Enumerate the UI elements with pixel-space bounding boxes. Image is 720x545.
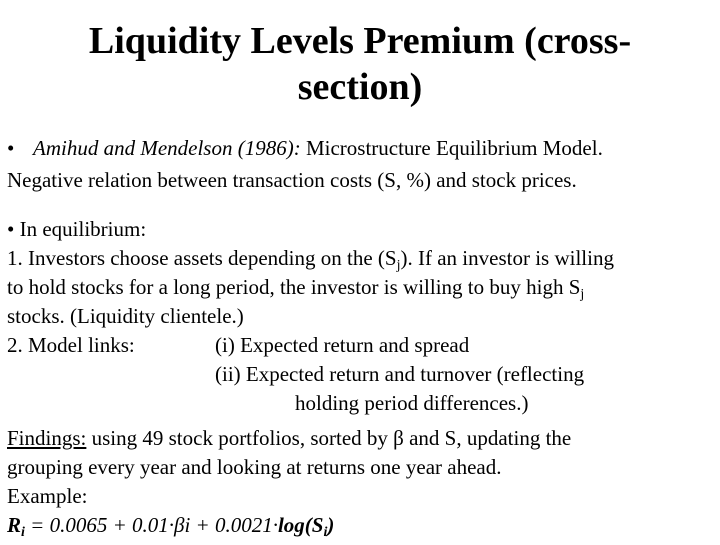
item1-line3: stocks. (Liquidity clientele.) [7, 304, 244, 328]
item1-text-b: to hold stocks for a long period, the investor is willing to buy high S [7, 275, 581, 299]
item1-line2 [7, 275, 584, 307]
findings-line2: grouping every year and looking at returns one year ahead. [7, 455, 502, 479]
item1-text-a-end: ). If an investor is willing [400, 246, 614, 270]
model-link-2: (ii) Expected return and turnover (reflecting [215, 362, 585, 386]
model-name: Microstructure Equilibrium Model. [300, 136, 603, 160]
formula-body: = 0.0065 + 0.01·βi + 0.0021· [24, 513, 278, 537]
regression-formula [7, 513, 334, 545]
item2-label: 2. Model links: [7, 333, 135, 357]
title-line-2: section) [297, 66, 423, 108]
formula-R-sub: i [21, 525, 25, 540]
item1-sub-j: j [396, 258, 401, 273]
citation: Amihud and Mendelson (1986): [33, 136, 301, 160]
findings-line1 [7, 426, 571, 450]
formula-R: R [7, 513, 22, 537]
formula-log: log(S [277, 513, 324, 537]
title-line-1: Liquidity Levels Premium (cross- [88, 20, 632, 62]
formula-log-sub: i [323, 525, 328, 540]
item1-line1 [7, 246, 614, 278]
bullet1-line1 [7, 136, 603, 160]
formula-close: ) [327, 513, 335, 537]
item2-line1 [7, 333, 713, 357]
example-label: Example: [7, 484, 88, 508]
bullet1-line2: Negative relation between transaction costs (S, %) and stock prices. [7, 168, 577, 192]
model-link-1: (i) Expected return and spread [215, 333, 470, 357]
findings-text-1: using 49 stock portfolios, sorted by β and S, updating the [86, 426, 572, 450]
item1-sub-j-2: j [580, 287, 585, 302]
item1-text-a: 1. Investors choose assets depending on the (S [7, 246, 397, 270]
findings-label: Findings: [7, 426, 87, 450]
model-link-2-cont: holding period differences.) [295, 391, 529, 415]
slide-title [0, 18, 720, 110]
bullet-marker: • [7, 136, 15, 160]
bullet2-header: • In equilibrium: [7, 217, 147, 241]
